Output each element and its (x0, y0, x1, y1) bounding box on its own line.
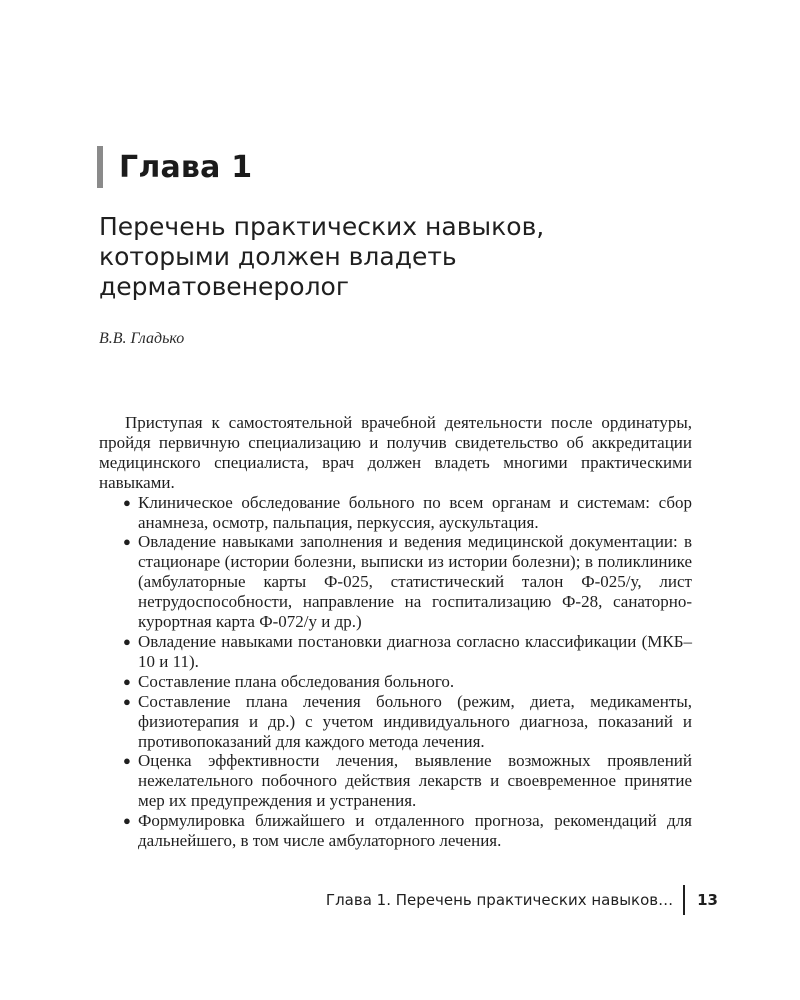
list-item (99, 692, 692, 752)
author-name: В.В. Гладько (99, 330, 185, 347)
list-item (99, 632, 692, 672)
page-number: 13 (697, 891, 718, 909)
list-item (99, 751, 692, 811)
list-item-text: Клиническое обследование больного по всем органам и системам: сбор анамнеза, осмотр, пальпация, перкуссия, аускультация. (138, 492, 692, 532)
footer-divider (683, 885, 685, 915)
chapter-accent-bar (97, 146, 103, 188)
section-title-line: которыми должен владеть (99, 242, 457, 271)
bullet-icon: ● (123, 494, 131, 510)
bullet-icon: ● (123, 673, 131, 689)
bullet-icon: ● (123, 753, 131, 769)
bullet-icon: ● (123, 693, 131, 709)
chapter-heading (97, 146, 252, 188)
list-item (99, 811, 692, 851)
list-item-text: Оценка эффективности лечения, выявление возможных проявлений нежелательного побочного действия лекарств и своевременное принятие мер их предупреждения и устранения. (138, 751, 692, 811)
chapter-label: Глава 1 (119, 149, 253, 185)
intro-paragraph: Приступая к самостоятельной врачебной деятельности после ординатуры, пройдя первичную специализацию и получив свидетельство об аккредитации медицинского специалиста, врач должен владеть многими практическими навыками. (99, 413, 692, 492)
list-item-text: Овладение навыками заполнения и ведения медицинской документации: в стационаре (истории болезни, выписки из истории болезни); в поликлинике (амбулаторные карты Ф-025, статистический талон Ф-025/у, лист нетрудоспособности, направление на госпитализацию Ф-28, санаторно-курортная карта Ф-072/у и др.) (138, 532, 692, 632)
page-footer (326, 884, 718, 916)
list-item (99, 672, 692, 692)
bullet-icon: ● (123, 633, 131, 649)
section-title-line: дерматовенеролог (99, 272, 349, 301)
skills-list (99, 493, 692, 851)
bullet-icon: ● (123, 813, 131, 829)
list-item (99, 532, 692, 632)
running-title: Глава 1. Перечень практических навыков… (325, 891, 674, 909)
list-item-text: Формулировка ближайшего и отдаленного прогноза, рекомендаций для дальнейшего, в том числе амбулаторного лечения. (138, 811, 692, 851)
body-text (99, 413, 692, 851)
section-title-line: Перечень практических навыков, (99, 212, 545, 241)
list-item-text: Овладение навыками постановки диагноза согласно классификации (МКБ–10 и 11). (138, 631, 692, 671)
list-item-text: Составление плана лечения больного (режим, диета, медикаменты, физиотерапия и др.) с учетом индивидуального диагноза, показаний и противопоказаний для каждого метода лечения. (138, 691, 692, 751)
section-title (99, 212, 699, 302)
list-item (99, 493, 692, 533)
bullet-icon: ● (123, 534, 131, 550)
list-item-text: Составление плана обследования больного. (138, 671, 455, 691)
